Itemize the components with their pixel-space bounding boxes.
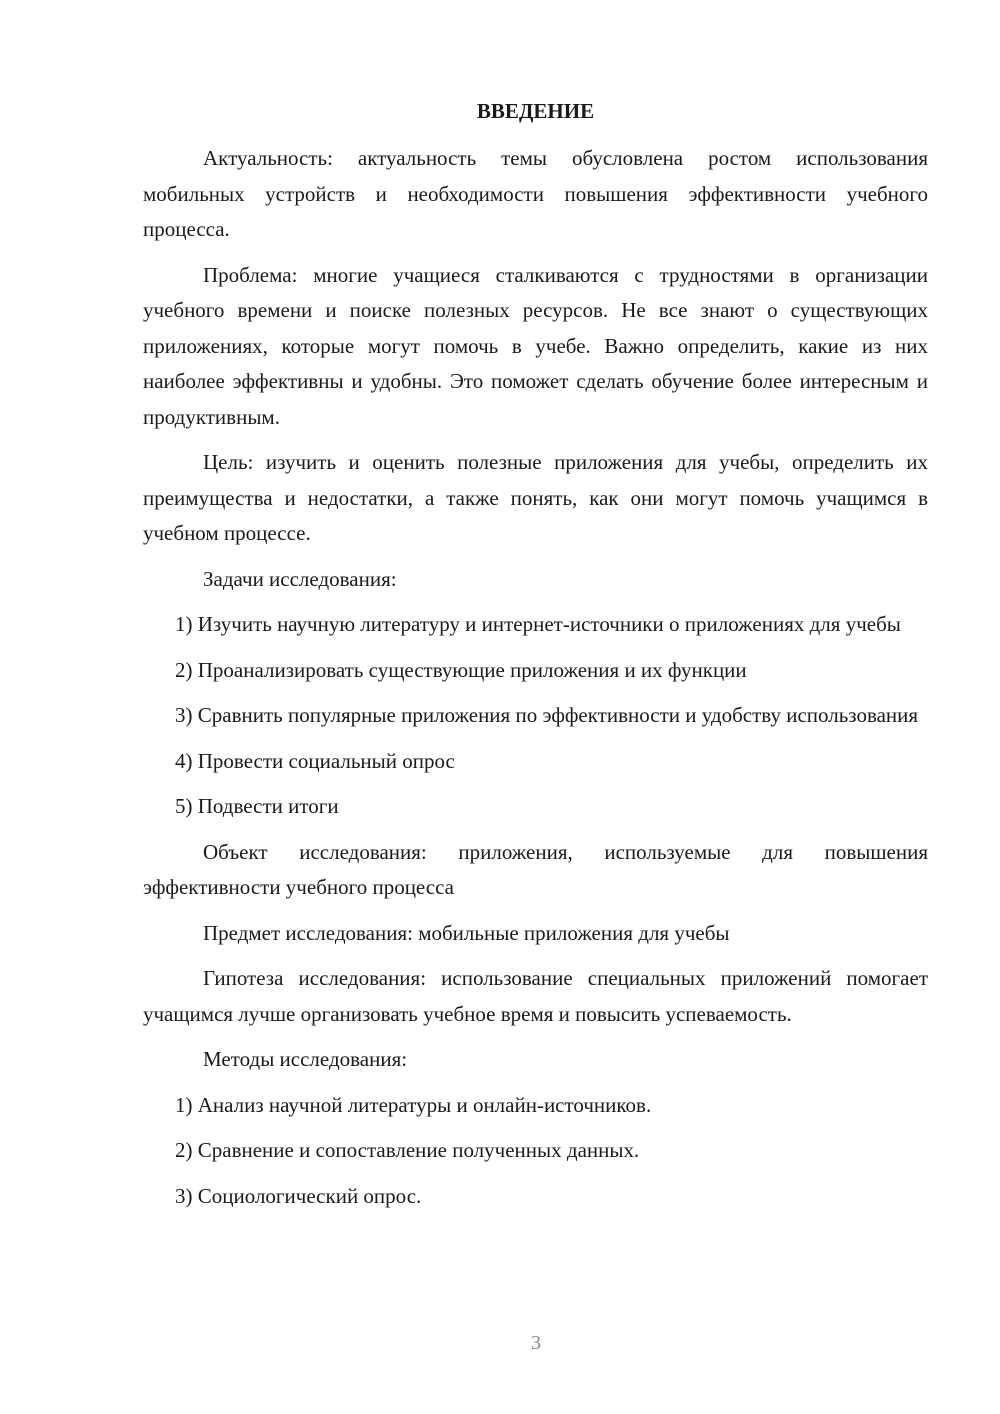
relevance-paragraph: Актуальность: актуальность темы обусловлена ростом использования мобильных устройств и необходимости повышения эффективности учебного процесса. — [143, 146, 928, 241]
hypothesis-paragraph: Гипотеза исследования: использование специальных приложений помогает учащимся лучше организовать учебное время и повысить успеваемость. — [143, 966, 928, 1026]
methods-heading: Методы исследования: — [203, 1047, 408, 1071]
page-number: 3 — [531, 1332, 541, 1354]
page-content — [143, 94, 928, 1224]
task-item: 3) Сравнить популярные приложения по эффективности и удобству использования — [175, 703, 919, 727]
task-item: 1) Изучить научную литературу и интернет-источники о приложениях для учебы — [175, 612, 901, 636]
method-item: 1) Анализ научной литературы и онлайн-источников. — [175, 1092, 652, 1117]
section-title: ВВЕДЕНИЕ — [476, 99, 595, 123]
goal-paragraph: Цель: изучить и оценить полезные приложения для учебы, определить их преимущества и недостатки, а также понять, как они могут помочь учащимся в учебном процессе. — [143, 450, 928, 545]
object-paragraph: Объект исследования: приложения, используемые для повышения эффективности учебного процесса — [143, 839, 928, 899]
task-item: 5) Подвести итоги — [175, 794, 339, 818]
tasks-heading: Задачи исследования: — [203, 566, 397, 591]
task-item: 4) Провести социальный опрос — [175, 748, 455, 773]
method-item: 3) Социологический опрос. — [175, 1183, 422, 1208]
method-item: 2) Сравнение и сопоставление полученных данных. — [175, 1138, 640, 1162]
subject-paragraph: Предмет исследования: мобильные приложения для учебы — [203, 920, 730, 945]
problem-paragraph: Проблема: многие учащиеся сталкиваются с трудностями в организации учебного времени и поиске полезных ресурсов. Не все знают о существующих приложениях, которые могут помочь в учебе. Важно определить, какие из них наиболее эффективны и удобны. Это поможет сделать обучение более интересным и продуктивным. — [143, 262, 928, 429]
task-item: 2) Проанализировать существующие приложения и их функции — [175, 657, 747, 682]
